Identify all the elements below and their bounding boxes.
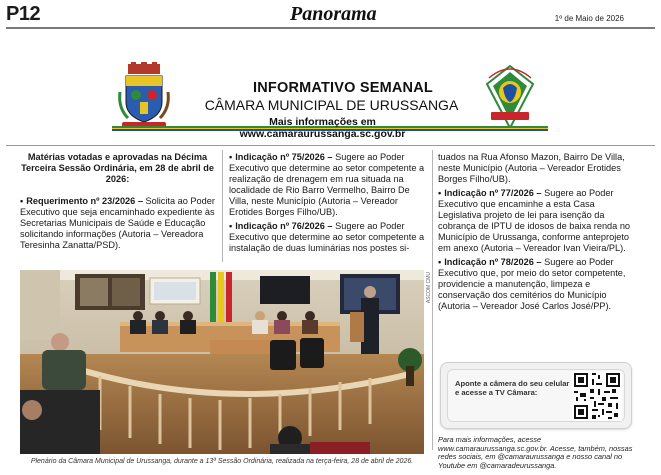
section-rule — [6, 145, 655, 146]
banner-subtitle: CÂMARA MUNICIPAL DE URUSSANGA — [204, 97, 459, 113]
tv-camara-qr-box — [440, 362, 632, 429]
masthead-rule — [6, 27, 655, 29]
photo-credit: ASCOM CMU — [426, 272, 432, 304]
item-text: Sugere ao Poder Executivo que determine ao setor competente a instalação de duas luminárias nos postes si- — [229, 221, 425, 253]
qr-instructions: Aponte a câmera do seu celular e acesse a TV Câmara: — [455, 379, 570, 397]
list-item: • Indicação nº 78/2026 – Sugere ao Poder Executivo que, por meio do setor competente, providencie a manutenção, limpeza e conservação dos cemitérios do Município (Autoria – Vereador José Carlos José/PP). — [438, 257, 626, 311]
item-label: Indicação nº 77/2026 – — [444, 188, 542, 198]
list-item: • Indicação nº 75/2026 – Sugere ao Poder Executivo que determine ao setor competente a realização de drenagem em rua situada na localidade de Rio Barro Vermelho, Bairro De Villa, neste Município (Autoria – Vereador Erotides Borges Filho/UB). — [229, 152, 425, 217]
column-divider — [432, 150, 433, 450]
list-item-continued: tuados na Rua Afonso Mazon, Bairro De Villa, neste Município (Autoria – Vereador Erotides Borges Filho/UB). — [438, 152, 625, 184]
urussanga-coat-of-arms-icon — [116, 62, 172, 132]
item-text: Sugere ao Poder Executivo que determine ao setor competente a realização de drenagem em rua situada na localidade de Rio Barro Vermelho, Bairro De Villa, neste Município (Autoria – Vereador Erotides Borges Filho/UB). — [229, 152, 425, 217]
photo-caption: Plenário da Câmara Municipal de Urussanga, durante a 13ª Sessão Ordinária, realizada na terça-feira, 28 de abril de 2026. — [30, 458, 414, 465]
column-1 — [20, 152, 215, 254]
item-text: Sugere ao Poder Executivo que encaminhe a esta Casa Legislativa projeto de lei para isenção da cobrança de IPTU de idosos de baixa renda no Município de Urussanga, conforme anteprojeto em anexo (Autoria – Vereador Ivan Vieira/PL). — [438, 188, 631, 253]
issue-date: 1º de Maio de 2026 — [554, 14, 624, 23]
banner-title: INFORMATIVO SEMANAL — [253, 80, 433, 96]
plenary-photo — [20, 270, 424, 454]
column-divider — [222, 150, 223, 262]
list-item: • Indicação nº 76/2026 – Sugere ao Poder Executivo que determine ao setor competente a instalação de duas luminárias nos postes si- — [229, 221, 425, 253]
list-item: • Indicação nº 77/2026 – Sugere ao Poder Executivo que encaminhe a esta Casa Legislativa projeto de lei para isenção da cobrança de IPTU de idosos de baixa renda no Município de Urussanga, conforme anteprojeto em anexo (Autoria – Vereador Ivan Vieira/PL). — [438, 188, 631, 253]
legislative-seal-icon — [483, 62, 537, 132]
banner-info-url: Mais informações em www.camaraurussanga.sc.gov.br — [239, 116, 406, 140]
column-2 — [229, 152, 429, 257]
masthead — [0, 0, 661, 30]
item-label: Requerimento nº 23/2026 – — [26, 196, 143, 206]
session-intro: Matérias votadas e aprovadas na Décima Terceira Sessão Ordinária, em 28 de abril de 2026: — [21, 152, 214, 184]
item-text: Solicita ao Poder Executivo que seja encaminhado expediente às Secretarias Municipais de Saúde e Educação solicitando informações (Autoria – Vereadora Teresinha Zanatta/PSD). — [20, 196, 215, 250]
newspaper-logo: Panorama — [290, 3, 377, 25]
item-label: Indicação nº 78/2026 – — [444, 257, 542, 267]
list-item: • Requerimento nº 23/2026 – Solicita ao Poder Executivo que seja encaminhado expediente às Secretarias Municipais de Saúde e Educação solicitando informações (Autoria – Vereadora Teresinha Zanatta/PSD). — [20, 196, 215, 250]
column-3 — [438, 152, 638, 315]
item-label: Indicação nº 76/2026 – — [235, 221, 333, 231]
page-number: P12 — [6, 3, 41, 25]
item-text: Sugere ao Poder Executivo que, por meio do setor competente, providencie a manutenção, limpeza e conservação dos cemitérios do Município (Autoria – Vereador José Carlos José/PP). — [438, 257, 626, 311]
contact-footnote: Para mais informações, acesse www.camaraurussanga.sc.gov.br. Acesse, também, nossas redes sociais, em @camaraurussanga e nosso canal no Youtube em @camaradeurussanga. — [438, 435, 633, 470]
qr-code-icon[interactable] — [572, 371, 622, 421]
item-label: Indicação nº 75/2026 – — [235, 152, 333, 162]
